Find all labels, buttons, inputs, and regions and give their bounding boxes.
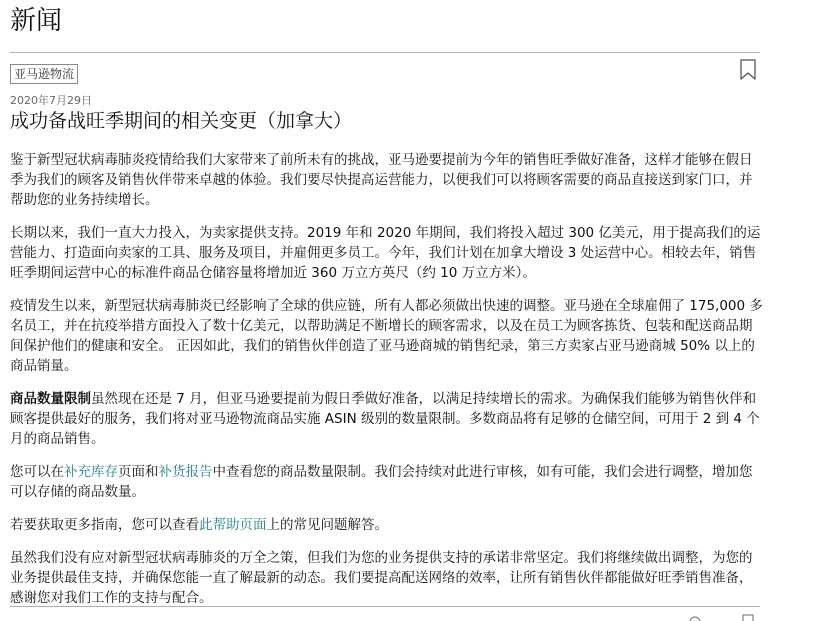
partial-icon	[688, 613, 702, 621]
paragraph-5-text-b: 页面和	[118, 464, 159, 480]
article-date: 2020年7月29日	[10, 94, 92, 107]
paragraph-7: 虽然我们没有应对新型冠状病毒肺炎的万全之策，但我们为您的业务提供支持的承诺非常坚定。我们将继续做出调整，为您的业务提供最佳支持，并确保您能一直了解最新的动态。我们要提高配送网络的效率，让所有销售伙伴都能做好旺季销售准备，感谢您对我们工作的支持与配合。	[10, 550, 753, 606]
restock-inventory-link[interactable]: 补充库存	[64, 464, 118, 480]
paragraph-4	[10, 389, 764, 449]
paragraph-6-text-a: 若要获取更多指南，您可以查看	[10, 517, 199, 533]
page-title: 新闻	[10, 6, 63, 36]
paragraph-3: 疫情发生以来，新型冠状病毒肺炎已经影响了全球的供应链，所有人都必须做出快速的调整。亚马逊在全球雇佣了 175,000 多名员工，并在抗疫举措方面投入了数十亿美元，以帮助满足不断增长的顾客需求，以及在员工为顾客拣货、包装和配送商品期间保护他们的健康和安全。 正因如此，我们的销售伙伴创造了亚马逊商城的销售纪录，第三方卖家占亚马逊商城 50% 以上的商品销量。	[10, 298, 763, 374]
paragraph-4-text: 虽然现在还是 7 月，但亚马逊要提前为假日季做好准备，以满足持续增长的需求。为确保我们能够为销售伙伴和顾客提供最好的服务，我们将对亚马逊物流商品实施 ASIN 级别的数量限制。多数商品将有足够的仓储空间，可用于 2 到 4 个月的商品销售。	[10, 391, 760, 447]
section-heading-quantity-limits: 商品数量限制	[10, 391, 91, 407]
partial-icon	[741, 613, 755, 621]
category-tag[interactable]: 亚马逊物流	[10, 64, 78, 84]
paragraph-6-text-b: 上的常见问题解答。	[266, 517, 388, 533]
restock-report-link[interactable]: 补货报告	[158, 464, 213, 480]
paragraph-5	[10, 462, 764, 502]
paragraph-2: 长期以来，我们一直大力投入，为卖家提供支持。2019 年和 2020 年期间，我们将投入超过 300 亿美元，用于提高我们的运营能力、打造面向卖家的工具、服务及项目，并雇佣更多员工。今年，我们计划在加拿大增设 3 处运营中心。相较去年，销售旺季期间运营中心的标准件商品仓储容量将增加近 360 万立方英尺（约 10 万立方米）。	[10, 225, 761, 281]
header-divider	[10, 52, 760, 53]
paragraph-5-text-a: 您可以在	[10, 464, 64, 480]
footer-divider	[10, 606, 760, 607]
paragraph-6	[10, 515, 764, 535]
bookmark-icon[interactable]	[739, 59, 757, 81]
help-page-link[interactable]: 此帮助页面	[199, 517, 267, 533]
paragraph-1: 鉴于新型冠状病毒肺炎疫情给我们大家带来了前所未有的挑战，亚马逊要提前为今年的销售旺季做好准备，这样才能够在假日季为我们的顾客及销售伙伴带来卓越的体验。我们要尽快提高运营能力，以便我们可以将顾客需要的商品直接送到家门口，并帮助您的业务持续增长。	[10, 152, 753, 208]
article-body	[10, 150, 764, 621]
paragraph-5-text-c: 中查看您的商品数量限制。我们会持续对此进行审核，如有可能，我们会进行调整，增加您可以存储的商品数量。	[10, 464, 753, 500]
article-title: 成功备战旺季期间的相关变更（加拿大）	[10, 110, 353, 132]
